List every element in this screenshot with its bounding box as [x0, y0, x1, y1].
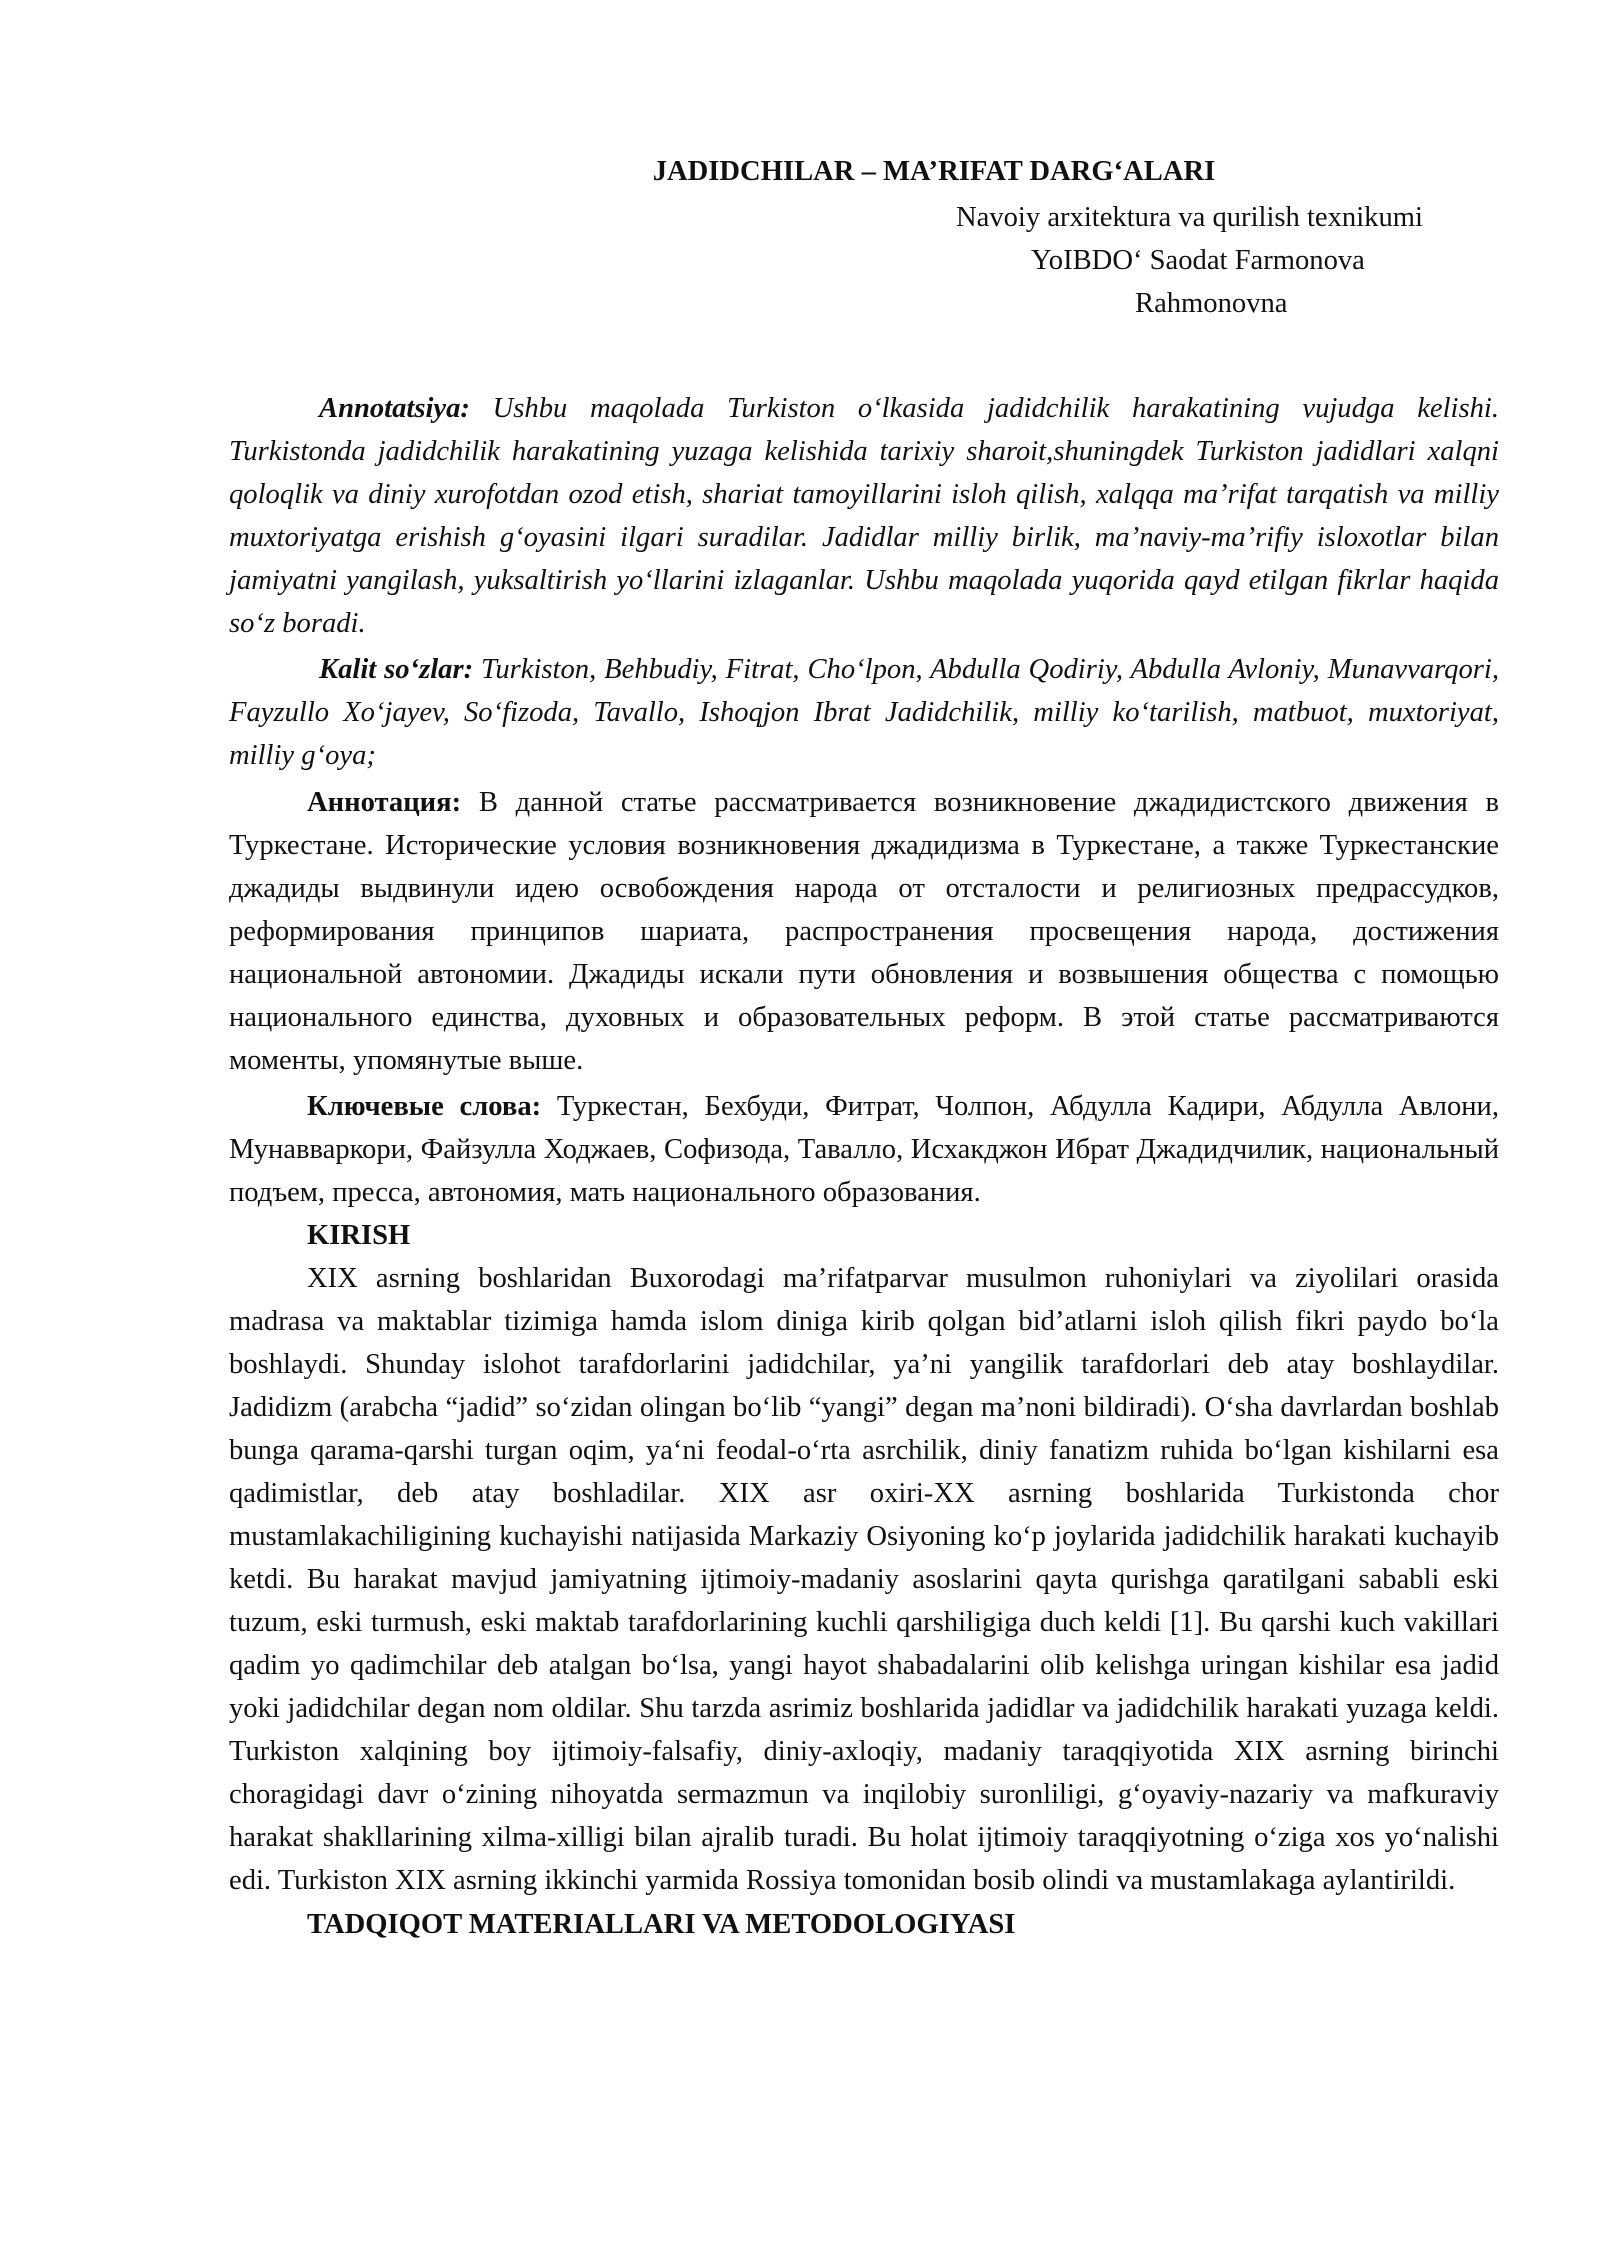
annotation-uz-label: Annotatsiya: — [319, 393, 470, 424]
annotation-ru-text: В данной статье рассматривается возникновение джадидистского движения в Туркестане. Исторические условия возникновения джадидизма в Туркестане, а также Туркестанские джадиды выдвинули идею освобождения народа от отсталости и религиозных предрассудков, реформирования принципов шариата, распространения просвещения народа, достижения национальной автономии. Джадиды искали пути обновления и возвышения общества с помощью национального единства, духовных и образовательных реформ. В этой статье рассматриваются моменты, упомянутые выше. — [229, 787, 1499, 1076]
section-heading-kirish: KIRISH — [307, 1220, 411, 1251]
keywords-uz-text: Turkiston, Behbudiy, Fitrat, Cho‘lpon, Abdulla Qodiriy, Abdulla Avloniy, Munavvarqori, Fayzullo Xo‘jayev, So‘fizoda, Tavallo, Ishoqjon Ibrat Jadidchilik, milliy ko‘tarilish, matbuot, muxtoriyat, milliy g‘oya; — [229, 654, 1499, 771]
keywords-ru — [229, 1085, 1499, 1214]
section-intro-paragraph: XIX asrning boshlaridan Buxorodagi ma’rifatparvar musulmon ruhoniylari va ziyolilari orasida madrasa va maktablar tizimiga hamda islom diniga kirib qolgan bid’atlarni isloh qilish fikri paydo bo‘la boshlaydi. Shunday islohot tarafdorlarini jadidchilar, ya’ni yangilik tarafdorlari deb atay boshlaydilar. Jadidizm (arabcha “jadid” so‘zidan olingan bo‘lib “yangi” degan ma’noni bildiradi). O‘sha davrlardan boshlab bunga qarama-qarshi turgan oqim, ya‘ni feodal-o‘rta asrchilik, diniy fanatizm ruhida bo‘lgan kishilarni esa qadimistlar, deb atay boshladilar. XIX asr oxiri-XX asrning boshlarida Turkistonda chor mustamlakachiligining kuchayishi natijasida Markaziy Osiyoning ko‘p joylarida jadidchilik harakati kuchayib ketdi. Bu harakat mavjud jamiyatning ijtimoiy-madaniy asoslarini qayta qurishga qaratilgani sababli eski tuzum, eski turmush, eski maktab tarafdorlarining kuchli qarshiligiga duch keldi [1]. Bu qarshi kuch vakillari qadim yo qadimchilar deb atalgan bo‘lsa, yangi hayot shabadalarini olib kelishga uringan kishilar esa jadid yoki jadidchilar degan nom oldilar. Shu tarzda asrimiz boshlarida jadidlar va jadidchilik harakati yuzaga keldi. Turkiston xalqining boy ijtimoiy-falsafiy, diniy-axloqiy, madaniy taraqqiyotida XIX asrning birinchi choragidagi davr o‘zining nihoyatda sermazmun va inqilobiy suronliligi, g‘oyaviy-nazariy va mafkuraviy harakat shakllarining xilma-xilligi bilan ajralib turadi. Bu holat ijtimoiy taraqqiyotning o‘ziga xos yo‘nalishi edi. Turkiston XIX asrning ikkinchi yarmida Rossiya tomonidan bosib olindi va mustamlakaga aylantirildi. — [229, 1263, 1499, 1896]
spacer — [229, 325, 1499, 387]
annotation-uz — [229, 387, 1499, 645]
keywords-ru-text: Туркестан, Бехбуди, Фитрат, Чолпон, Абдулла Кадири, Абдулла Авлони, Мунавваркори, Файзулла Ходжаев, Софизода, Тавалло, Исхакджон Ибрат Джадидчилик, национальный подъем, пресса, автономия, мать национального образования. — [229, 1091, 1499, 1208]
keywords-uz — [229, 648, 1499, 777]
section-heading-methods: TADQIQOT MATERIALLARI VA METODOLOGIYASI — [307, 1909, 1016, 1940]
paper-title: JADIDCHILAR – MA’RIFAT DARG‘ALARI — [652, 156, 1216, 187]
annotation-ru-label: Аннотация: — [307, 787, 462, 818]
keywords-ru-label: Ключевые слова: — [307, 1091, 542, 1122]
annotation-ru — [229, 781, 1499, 1082]
annotation-uz-text: Ushbu maqolada Turkiston o‘lkasida jadidchilik harakatining vujudga kelishi. Turkistonda jadidchilik harakatining yuzaga kelishida tarixiy sharoit,shuningdek Turkiston jadidlari xalqni qoloqlik va diniy xurofotdan ozod etish, shariat tamoyillarini isloh qilish, xalqqa ma’rifat tarqatish va milliy muxtoriyatga erishish g‘oyasini ilgari suradilar. Jadidlar milliy birlik, ma’naviy-ma’rifiy isloxotlar bilan jamiyatni yangilash, yuksaltirish yo‘llarini izlaganlar. Ushbu maqolada yuqorida qayd etilgan fikrlar haqida so‘z boradi. — [229, 393, 1499, 639]
document-page — [229, 148, 1499, 1946]
author-patronymic: Rahmonovna — [1135, 288, 1288, 319]
author-name: YoIBDO‘ Saodat Farmonova — [1031, 245, 1365, 276]
affiliation-institution: Navoiy arxitektura va qurilish texnikumi — [956, 202, 1423, 233]
keywords-uz-label: Kalit so‘zlar: — [319, 654, 474, 685]
author-affiliation — [229, 196, 1499, 325]
